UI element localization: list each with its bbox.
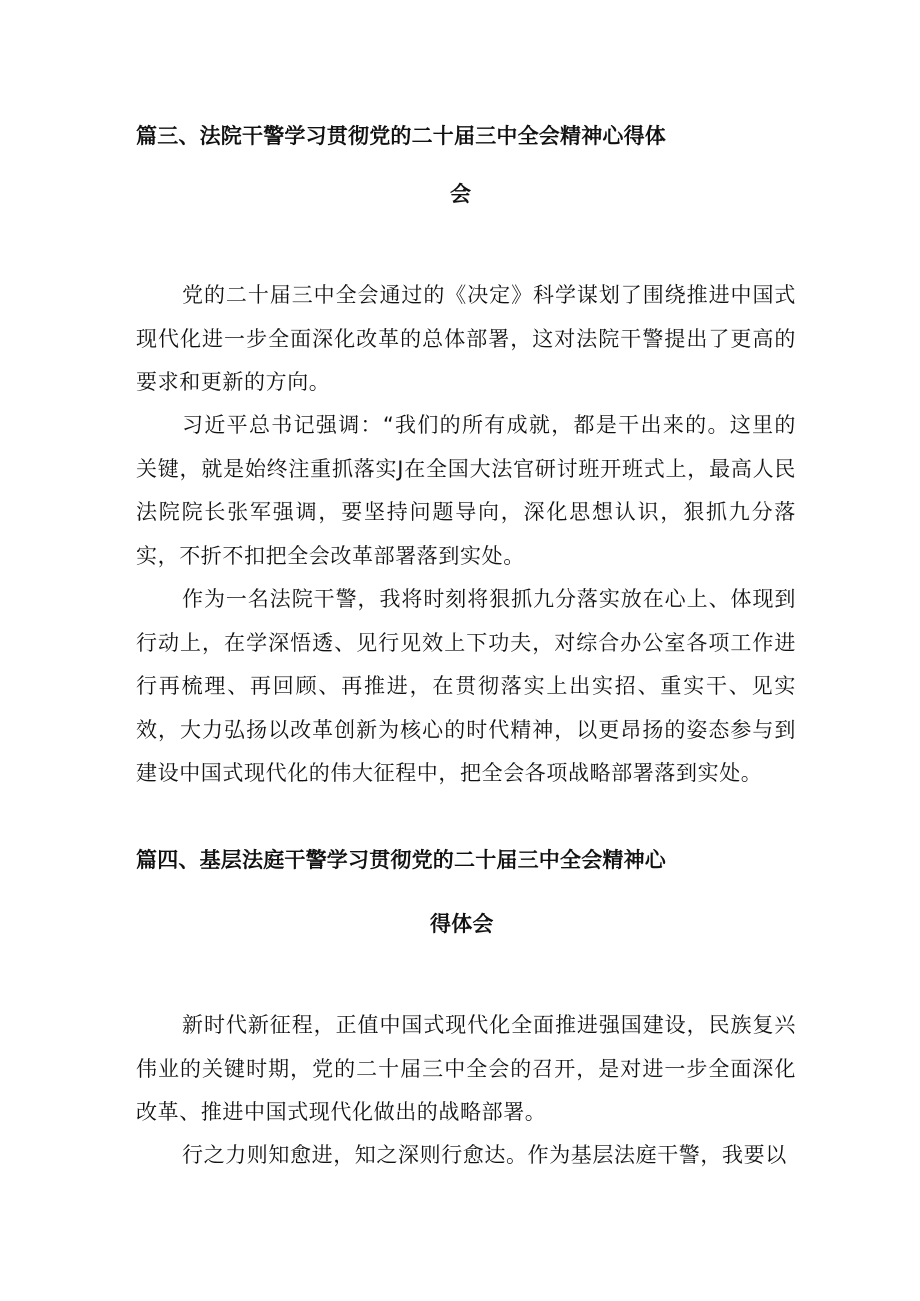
section-3-paragraph-3: 作为一名法院干警，我将时刻将狠抓九分落实放在心上、体现到行动上，在学深悟透、见行见效上下功夫，对综合办公室各项工作进行再梳理、再回顾、再推进，在贯彻落实上出实招、重实干、见实效，大力弘扬以改革创新为核心的时代精神，以更昂扬的姿态参与到建设中国式现代化的伟大征程中，把全会各项战略部署落到实处。 bbox=[136, 587, 796, 785]
section-4-paragraph-2: 行之力则知愈进，知之深则行愈达。作为基层法庭干警，我要以 bbox=[182, 1143, 787, 1167]
section-3-title-line-1: 篇三、法院干警学习贯彻党的二十届三中全会精神心得体 bbox=[136, 124, 666, 148]
section-3-paragraph-2: 习近平总书记强调：“我们的所有成就，都是干出来的。这里的关键，就是始终注重抓落实J在全国大法官研讨班开班式上，最高人民法院院长张军强调，要坚持问题导向，深化思想认识，狠抓九分落实，不折不扣把全会改革部署落到实处。 bbox=[136, 413, 796, 568]
section-4-paragraph-1: 新时代新征程，正值中国式现代化全面推进强国建设，民族复兴伟业的关键时期，党的二十届三中全会的召开，是对进一步全面深化改革、推进中国式现代化做出的战略部署。 bbox=[136, 1013, 796, 1124]
section-3-title-line-2: 会 bbox=[450, 182, 472, 206]
section-4-title-line-2: 得体会 bbox=[430, 912, 494, 936]
section-3-paragraph-1: 党的二十届三中全会通过的《决定》科学谋划了围绕推进中国式现代化进一步全面深化改革的总体部署，这对法院干警提出了更高的要求和更新的方向。 bbox=[136, 283, 796, 394]
section-4-title-line-1: 篇四、基层法庭干警学习贯彻党的二十届三中全会精神心 bbox=[136, 848, 666, 872]
